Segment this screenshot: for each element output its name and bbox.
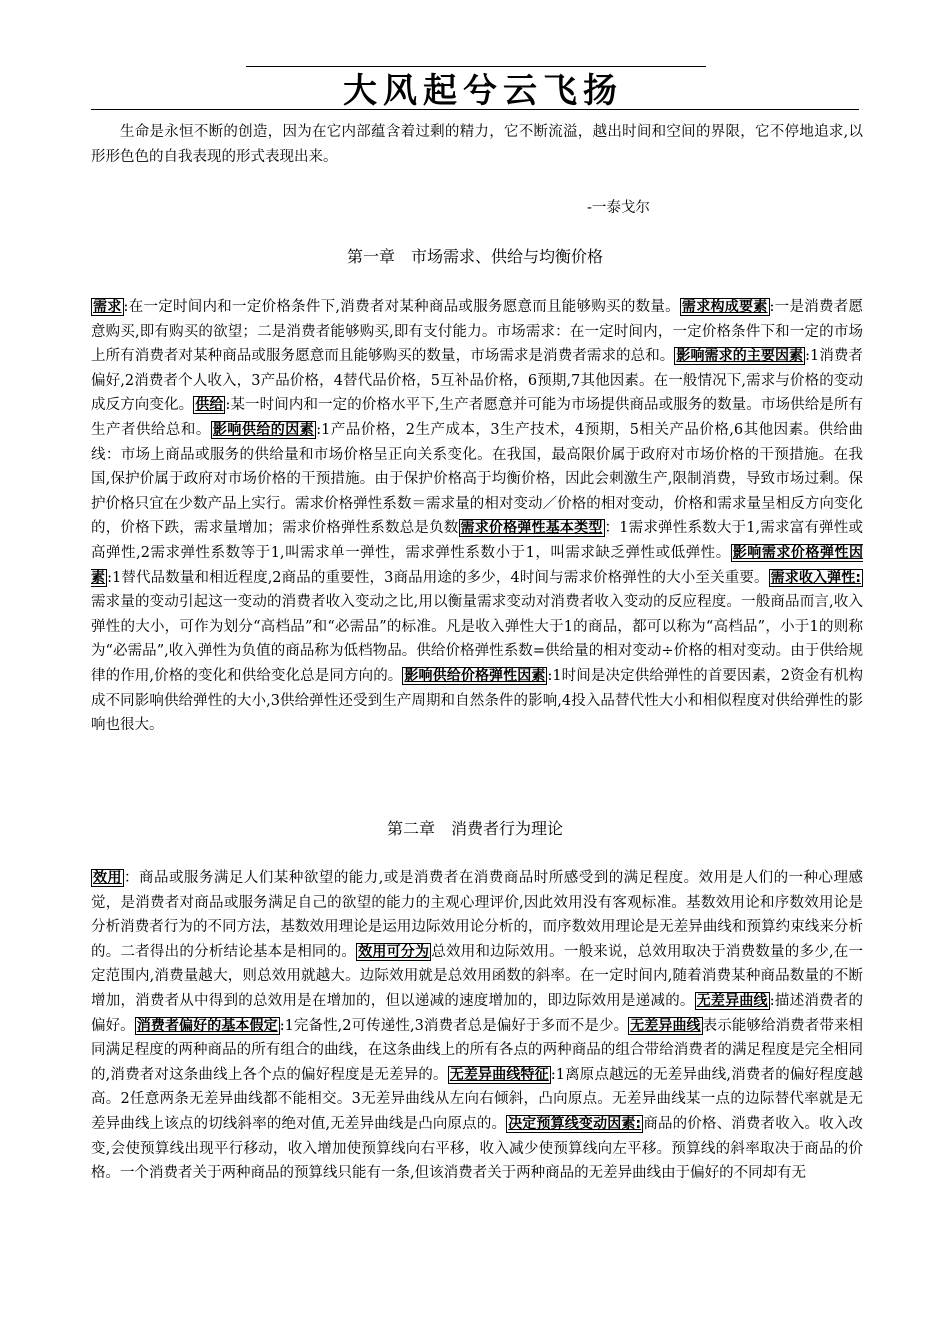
term-highlight: 决定预算线变动因素: — [508, 1115, 642, 1132]
banner-calligraphy: 大风起兮云飞扬 — [343, 71, 623, 111]
term-highlight: 影响供给价格弹性因素 — [404, 667, 546, 684]
term-highlight: 供给 — [195, 397, 224, 414]
body-text: :一是消费者愿意购买,即有购买的欲望；二是消费者能够购买,即有支付能力。市场需求：在一定时间内，一定价格条件下和一定的市场上所有消费者对某种商品或服务愿意而且能够购买的数量，市场需求是消费者需求的总和。 — [91, 299, 864, 365]
term-highlight: 需求构成要素 — [681, 299, 768, 315]
body-text: ：商品或服务满足人们某种欲望的能力,或是消费者在消费商品时所感受到的满足程度。效用是人们的一种心理感觉，是消费者对商品或服务满足自己的欲望的能力的主观心理评价,因此效用没有客观标准。基数效用论和序数效用论是分析消费者行为的不同方法，基数效用理论是运用边际效用论分析的，而序数效用理论是无差异曲线和预算约束线来分析的。二者得出的分析结论基本是相同的。 — [91, 870, 864, 960]
chapter2-body — [91, 866, 863, 1186]
body-text: 需求量的变动引起这一变动的消费者收入变动之比,用以衡量需求变动对消费者收入变动的反应程度。一般商品而言,收入弹性的大小，可作为划分“高档品”和“必需品”的标准。凡是收入弹性大于1的商品，都可以称为“高档品”，小于1的则称为“必需品”,收入弹性为负值的商品称为低档物品。供给价格弹性系数=供给量的相对变动÷价格的相对变动。由于供给规律的作用,价格的变化和供给变化总是同方向的。 — [91, 594, 863, 684]
top-rule — [246, 66, 706, 67]
term-highlight: 需求价格弹性基本类型 — [460, 520, 603, 537]
term-highlight: 无差异曲线 — [696, 992, 768, 1009]
term-highlight: 效用可分为 — [358, 943, 430, 960]
epigraph: 生命是永恒不断的创造，因为在它内部蕴含着过剩的精力，它不断流溢，越出时间和空间的界限，它不停地追求,以形形色色的自我表现的形式表现出来。 — [91, 124, 863, 165]
body-text: 商品的价格、消费者收入。收入改变,会使预算线出现平行移动，收入增加使预算线向右平移，收入减少使预算线向左平移。预算线的斜率取决于商品的价格。一个消费者关于两种商品的预算线只能有一条,但该消费者关于两种商品的无差异曲线由于偏好的不同却有无 — [91, 1115, 863, 1182]
body-text: ：1需求弹性系数大于1,需求富有弹性或高弹性,2需求弹性系数等于1,叫需求单一弹性，需求弹性系数小于1，叫需求缺乏弹性或低弹性。 — [91, 520, 864, 561]
term-highlight: 需求收入弹性: — [770, 569, 861, 586]
term-highlight: 需求 — [93, 299, 122, 315]
term-highlight: 无差异曲线 — [630, 1017, 701, 1034]
chapter2-title: 第二章 消费者行为理论 — [386, 819, 563, 838]
body-text: :1替代品数量和相近程度,2商品的重要性，3商品用途的多少，4时间与需求价格弹性的大小至关重要。 — [107, 569, 769, 586]
epigraph-author: -一泰戈尔 — [587, 200, 650, 216]
banner-rule — [91, 109, 859, 110]
chapter1-title: 第一章 市场需求、供给与均衡价格 — [346, 247, 603, 266]
body-text: 总效用和边际效用。一般来说，总效用取决于消费数量的多少,在一定范围内,消费量越大，则总效用就越大。边际效用就是总效用函数的斜率。在一定时间内,随着消费某种商品数量的不断增加，消费者从中得到的总效用是在增加的，但以递减的速度增加的，即边际效用是递减的。 — [91, 943, 864, 1009]
term-highlight: 消费者偏好的基本假定 — [136, 1017, 278, 1034]
body-text: :1时间是决定供给弹性的首要因素，2资金有机构成不同影响供给弹性的大小,3供给弹性还受到生产周期和自然条件的影响,4投入品替代性大小和相似程度对供给弹性的影响也很大。 — [91, 667, 864, 734]
term-highlight: 无差异曲线特征 — [449, 1066, 549, 1083]
term-highlight: 影响供给的因素 — [212, 421, 315, 438]
body-text: :1离原点越远的无差异曲线,消费者的偏好程度越高。2任意两条无差异曲线都不能相交。3无差异曲线从左向右倾斜，凸向原点。无差异曲线某一点的边际替代率就是无差异曲线上该点的切线斜率的绝对值,无差异曲线是凸向原点的。 — [91, 1066, 864, 1132]
term-highlight: 效用 — [93, 870, 122, 886]
term-highlight: 影响需求价格弹性因素 — [91, 544, 864, 586]
body-text: :在一定时间内和一定价格条件下,消费者对某种商品或服务愿意而且能够购买的数量。 — [123, 299, 680, 315]
body-text: :描述消费者的偏好。 — [91, 992, 864, 1034]
body-text: :1产品价格，2生产成本，3生产技术，4预期，5相关产品价格,6其他因素。供给曲线：市场上商品或服务的供给量和市场价格呈正向关系变化。在我国，最高限价属于政府对市场价格的干预措施。在我国,保护价属于政府对市场价格的干预措施。由于保护价格高于均衡价格，因此会刺激生产,限制消费，导致市场过剩。保护价格只宜在少数产品上实行。需求价格弹性系数＝需求量的相对变动／价格的相对变动，价格和需求量呈相反方向变化的，价格下跌，需求量增加；需求价格弹性系数总是负数 — [91, 421, 864, 537]
body-text: :1消费者偏好,2消费者个人收入，3产品价格，4替代品价格，5互补品价格，6预期,7其他因素。在一般情况下,需求与价格的变动成反方向变化。 — [91, 348, 864, 414]
term-highlight: 影响需求的主要因素 — [676, 348, 804, 365]
body-text: :1完备性,2可传递性,3消费者总是偏好于多而不是少。 — [279, 1017, 629, 1034]
body-text: 表示能够给消费者带来相同满足程度的两种商品的所有组合的曲线，在这条曲线上的所有各点的两种商品的组合带给消费者的满足程度是完全相同的,消费者对这条曲线上各个点的偏好程度是无差异的。 — [91, 1017, 864, 1083]
body-text: :某一时间内和一定的价格水平下,生产者愿意并可能为市场提供商品或服务的数量。市场供给是所有生产者供给总和。 — [91, 397, 864, 438]
chapter1-body — [91, 295, 863, 738]
